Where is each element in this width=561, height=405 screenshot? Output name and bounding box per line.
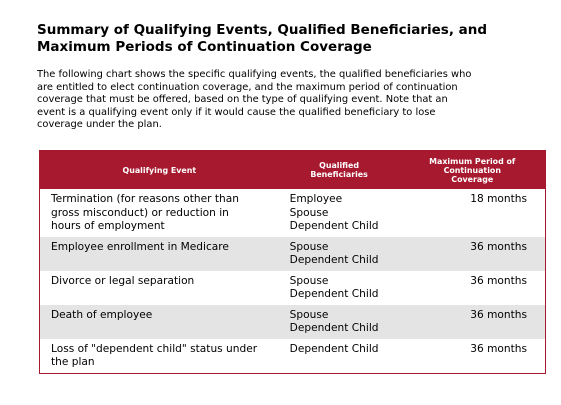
table-row: [40, 237, 546, 271]
page-title: [37, 22, 541, 56]
table-row: [40, 271, 546, 305]
cell-event: Termination (for reasons other than gross misconduct) or reduction in hours of employment: [51, 193, 239, 232]
intro-line: event is a qualifying event only if it would cause the qualified beneficiary to lose: [37, 106, 436, 118]
cell-event: Employee enrollment in Medicare: [51, 240, 229, 253]
cell-period: 18 months: [470, 193, 527, 205]
table-row: [40, 339, 546, 374]
table-row: [40, 305, 546, 339]
header-qualified-beneficiaries: Qualified Beneficiaries: [310, 161, 368, 179]
cell-period: 36 months: [470, 342, 527, 355]
title-line-2: Maximum Periods of Continuation Coverage: [37, 39, 372, 55]
cell-beneficiaries: Employee Spouse Dependent Child: [289, 193, 379, 232]
cell-event: Divorce or legal separation: [51, 274, 195, 287]
cell-beneficiaries: Spouse Dependent Child: [289, 240, 379, 266]
table-row: [40, 189, 546, 237]
table-header-row: [40, 151, 546, 190]
qualifying-events-table: [39, 150, 546, 374]
document-page: [37, 22, 541, 132]
intro-line: The following chart shows the specific qualifying events, the qualified beneficiaries who: [37, 69, 472, 80]
cell-beneficiaries: Spouse Dependent Child: [289, 274, 379, 300]
cell-beneficiaries: Dependent Child: [289, 342, 379, 355]
intro-paragraph: [37, 69, 541, 132]
intro-line: coverage that must be offered, based on the type of qualifying event. Note that an: [37, 94, 448, 105]
cell-period: 36 months: [470, 274, 527, 287]
intro-line: are entitled to elect continuation coverage, and the maximum period of continuation: [37, 81, 458, 93]
title-line-1: Summary of Qualifying Events, Qualified Beneficiaries, and: [37, 22, 488, 38]
intro-line: coverage under the plan.: [37, 119, 162, 130]
cell-event: Death of employee: [51, 308, 153, 321]
header-qualifying-event: Qualifying Event: [122, 165, 197, 175]
cell-period: 36 months: [470, 240, 527, 253]
header-maximum-period: Maximum Period of Continuation Coverage: [429, 156, 516, 184]
cell-event: Loss of "dependent child" status under the plan: [51, 342, 258, 368]
cell-beneficiaries: Spouse Dependent Child: [289, 308, 379, 334]
cell-period: 36 months: [470, 308, 527, 321]
